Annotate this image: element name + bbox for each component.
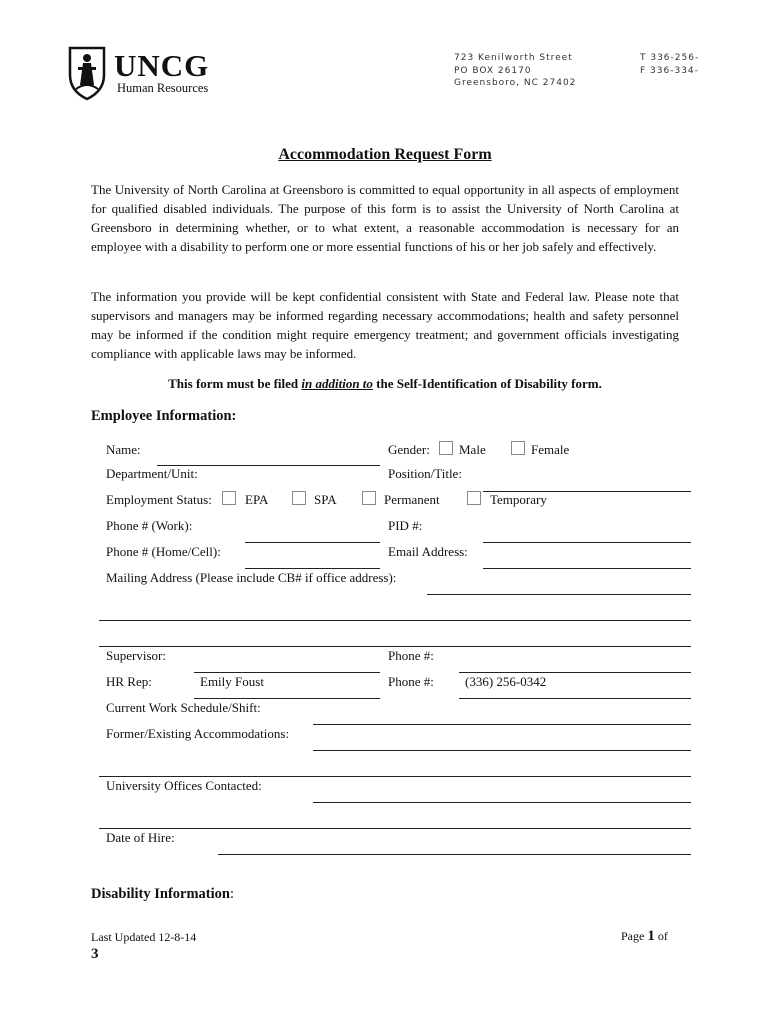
supervisor-phone-label: Phone #: xyxy=(388,648,434,663)
hire-date-field[interactable] xyxy=(218,854,691,855)
spa-label: SPA xyxy=(314,492,337,507)
page-number: 1 xyxy=(647,928,655,944)
accommodations-label: Former/Existing Accommodations: xyxy=(106,726,290,741)
permanent-label: Permanent xyxy=(384,492,440,507)
hr-rep-field[interactable] xyxy=(194,698,380,699)
gender-female-label: Female xyxy=(531,442,570,457)
hr-phone-value[interactable]: (336) 256-0342 xyxy=(465,674,547,689)
accommodations-field-line2[interactable] xyxy=(99,776,691,777)
fax-line: F 336-334- xyxy=(640,65,699,76)
page-indicator: Page 1 of xyxy=(621,928,668,944)
phone-home-label: Phone # (Home/Cell): xyxy=(106,544,221,559)
gender-male-checkbox[interactable] xyxy=(439,441,453,455)
last-updated: Last Updated 12-8-14 xyxy=(91,930,197,944)
contact-block xyxy=(640,52,699,77)
address-line: PO BOX 26170 xyxy=(454,65,532,76)
epa-label: EPA xyxy=(245,492,269,507)
gender-female-checkbox[interactable] xyxy=(511,441,525,455)
phone-work-field[interactable] xyxy=(245,542,380,543)
phone-work-label: Phone # (Work): xyxy=(106,518,193,533)
offices-contacted-label: University Offices Contacted: xyxy=(106,778,262,793)
email-label: Email Address: xyxy=(388,544,468,559)
work-schedule-field[interactable] xyxy=(313,724,691,725)
spa-checkbox[interactable] xyxy=(292,491,306,505)
temporary-label: Temporary xyxy=(490,492,547,507)
gender-label: Gender: xyxy=(388,442,430,457)
supervisor-phone-field[interactable] xyxy=(459,672,691,673)
confidentiality-paragraph: The information you provide will be kept confidential consistent with State and Federal law. Please note that supervisors and managers may be informed regarding necessary accommodations; health and safety personnel may be informed if the condition might require emergency treatment; and government officials investigating compliance with applicable laws may be informed. xyxy=(91,289,679,361)
accommodations-field[interactable] xyxy=(313,750,691,751)
mailing-address-field[interactable] xyxy=(427,594,691,595)
filing-note: This form must be filed in addition to the Self-Identification of Disability form. xyxy=(168,376,602,391)
logo-name: UNCG xyxy=(114,48,210,83)
offices-contacted-field-line2[interactable] xyxy=(99,828,691,829)
phone-home-field[interactable] xyxy=(245,568,380,569)
work-schedule-label: Current Work Schedule/Shift: xyxy=(106,700,261,715)
supervisor-field[interactable] xyxy=(194,672,380,673)
name-label: Name: xyxy=(106,442,141,457)
epa-checkbox[interactable] xyxy=(222,491,236,505)
temporary-checkbox[interactable] xyxy=(467,491,481,505)
address-line: Greensboro, NC 27402 xyxy=(454,78,577,88)
hr-rep-label: HR Rep: xyxy=(106,674,152,689)
address-line: 723 Kenilworth Street xyxy=(454,53,573,63)
employment-status-label: Employment Status: xyxy=(106,492,212,507)
uncg-logo-icon xyxy=(66,45,108,101)
disability-section-heading: Disability Information: xyxy=(91,886,234,902)
mailing-address-field-line2[interactable] xyxy=(99,620,691,621)
page-total: 3 xyxy=(91,946,99,962)
mailing-address-field-line3[interactable] xyxy=(99,646,691,647)
pid-label: PID #: xyxy=(388,518,423,533)
mailing-address-label: Mailing Address (Please include CB# if office address): xyxy=(106,570,397,585)
logo-subtitle: Human Resources xyxy=(117,81,209,95)
intro-paragraph: The University of North Carolina at Greensboro is committed to equal opportunity in all aspects of employment for qualified disabled individuals. The purpose of this form is to assist the University of North Carolina at Greensboro in determining whether, or to what extent, a reasonable accommodation is necessary for an employee with a disability to perform one or more essential functions of his or her job safely and effectively. xyxy=(91,182,679,254)
address-block xyxy=(454,52,576,90)
hire-date-label: Date of Hire: xyxy=(106,830,175,845)
filing-note-emphasis: in addition to xyxy=(301,376,373,391)
page-title: Accommodation Request Form xyxy=(278,146,492,163)
department-label: Department/Unit: xyxy=(106,466,198,481)
permanent-checkbox[interactable] xyxy=(362,491,376,505)
hr-rep-value[interactable]: Emily Foust xyxy=(200,674,264,689)
position-label: Position/Title: xyxy=(388,466,462,481)
email-field[interactable] xyxy=(483,568,691,569)
phone-line: T 336-256- xyxy=(640,53,700,63)
supervisor-label: Supervisor: xyxy=(106,648,166,663)
pid-field[interactable] xyxy=(483,542,691,543)
offices-contacted-field[interactable] xyxy=(313,802,691,803)
hr-phone-label: Phone #: xyxy=(388,674,434,689)
employee-section-heading: Employee Information: xyxy=(91,408,237,424)
hr-phone-field[interactable] xyxy=(459,698,691,699)
gender-male-label: Male xyxy=(459,442,486,457)
